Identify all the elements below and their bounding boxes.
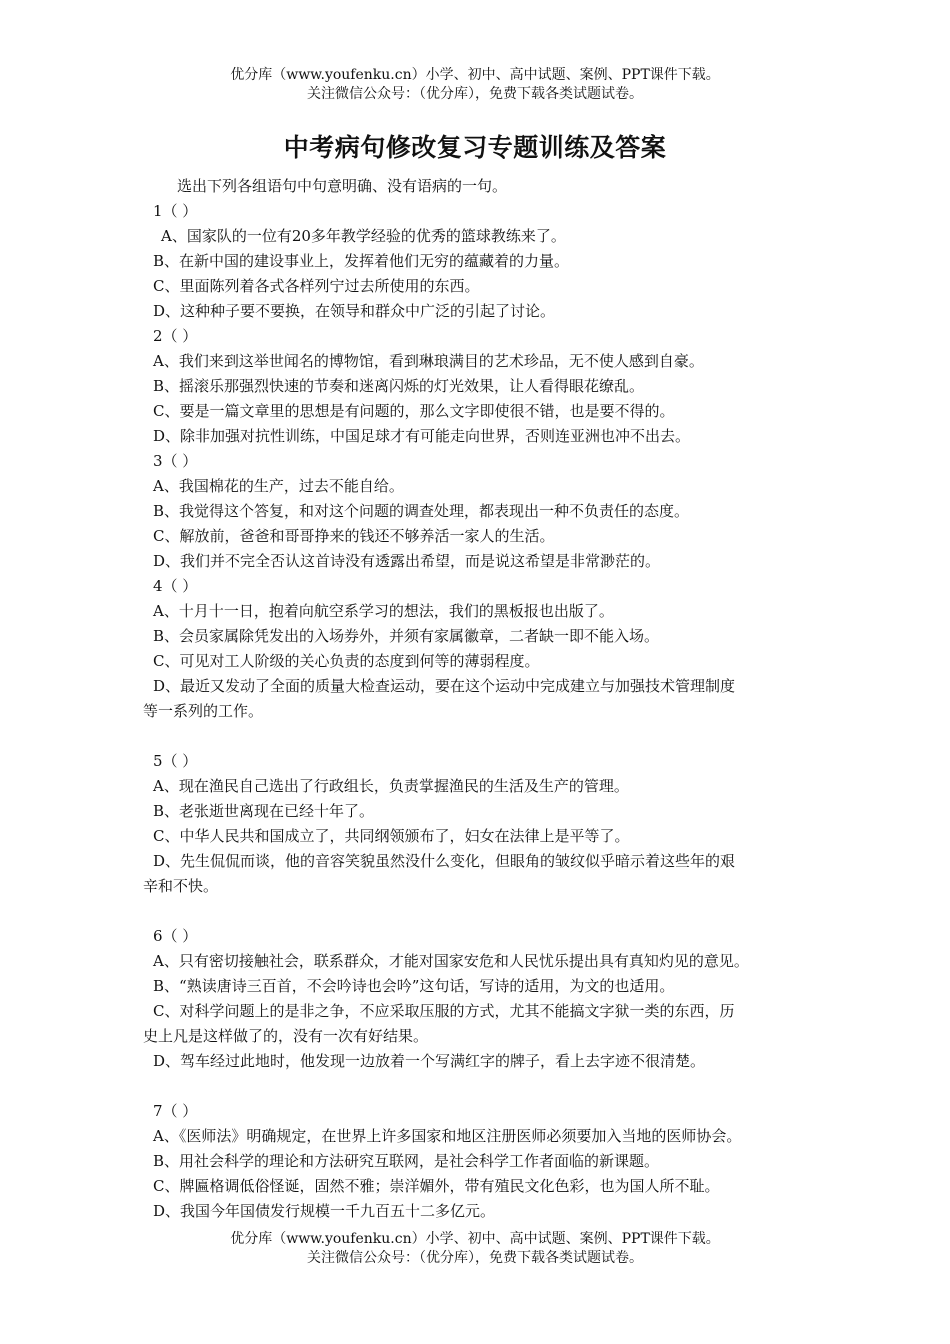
question-number: 5（ ） bbox=[153, 752, 198, 770]
option-c: C、要是一篇文章里的思想是有问题的，那么文字即使很不错，也是要不得的。 bbox=[153, 402, 675, 420]
spacer bbox=[143, 899, 823, 924]
instructions: 选出下列各组语句中句意明确、没有语病的一句。 bbox=[177, 177, 508, 195]
footer-line-1: 优分库（www.youfenku.cn）小学、初中、高中试题、案例、PPT课件下载。 bbox=[230, 1231, 720, 1247]
option-b: B、老张逝世离现在已经十年了。 bbox=[153, 802, 375, 820]
question-number: 6（ ） bbox=[153, 927, 198, 945]
header-line-1: 优分库（www.youfenku.cn）小学、初中、高中试题、案例、PPT课件下载。 bbox=[230, 67, 720, 83]
option-b: B、“熟读唐诗三百首，不会吟诗也会吟”这句话，写诗的适用，为文的也适用。 bbox=[153, 977, 675, 995]
option-b: B、会员家属除凭发出的入场券外，并须有家属徽章，二者缺一即不能入场。 bbox=[153, 627, 660, 645]
option-a: A、《医师法》明确规定，在世界上许多国家和地区注册医师必须要加入当地的医师协会。 bbox=[153, 1127, 742, 1145]
option-d: D、这种种子要不要换，在领导和群众中广泛的引起了讨论。 bbox=[153, 302, 556, 320]
question-2 bbox=[143, 324, 823, 449]
option-c: C、里面陈列着各式各样列宁过去所使用的东西。 bbox=[153, 277, 480, 295]
option-c-continuation: 史上凡是这样做了的，没有一次有好结果。 bbox=[143, 1027, 429, 1045]
question-4 bbox=[143, 574, 823, 724]
question-number: 1（ ） bbox=[153, 202, 198, 220]
option-d-continuation: 等一系列的工作。 bbox=[143, 702, 264, 720]
spacer bbox=[143, 1074, 823, 1099]
option-d: D、我国今年国债发行规模一千九百五十二多亿元。 bbox=[153, 1202, 496, 1220]
question-3 bbox=[143, 449, 823, 574]
option-d: D、最近又发动了全面的质量大检查运动，要在这个运动中完成建立与加强技术管理制度 bbox=[153, 677, 736, 695]
document-title: 中考病句修改复习专题训练及答案 bbox=[283, 133, 667, 162]
option-a: A、国家队的一位有20多年教学经验的优秀的篮球教练来了。 bbox=[161, 227, 566, 245]
option-b: B、用社会科学的理论和方法研究互联网，是社会科学工作者面临的新课题。 bbox=[153, 1152, 660, 1170]
option-c: C、解放前，爸爸和哥哥挣来的钱还不够养活一家人的生活。 bbox=[153, 527, 555, 545]
option-c: C、中华人民共和国成立了，共同纲领颁布了，妇女在法律上是平等了。 bbox=[153, 827, 630, 845]
option-c: C、对科学问题上的是非之争，不应采取压服的方式，尤其不能搞文字狱一类的东西，历 bbox=[153, 1002, 735, 1020]
footer-line-2: 关注微信公众号：（优分库），免费下载各类试题试卷。 bbox=[307, 1250, 643, 1266]
option-d-continuation: 辛和不快。 bbox=[143, 877, 219, 895]
question-number: 7（ ） bbox=[153, 1102, 198, 1120]
option-a: A、我们来到这举世闻名的博物馆，看到琳琅满目的艺术珍品，无不使人感到自豪。 bbox=[153, 352, 704, 370]
document-body bbox=[143, 174, 823, 1224]
option-d: D、先生侃侃而谈，他的音容笑貌虽然没什么变化，但眼角的皱纹似乎暗示着这些年的艰 bbox=[153, 852, 736, 870]
option-b: B、我觉得这个答复，和对这个问题的调查处理，都表现出一种不负责任的态度。 bbox=[153, 502, 690, 520]
option-b: B、在新中国的建设事业上，发挥着他们无穷的蕴藏着的力量。 bbox=[153, 252, 570, 270]
option-d: D、除非加强对抗性训练，中国足球才有可能走向世界，否则连亚洲也冲不出去。 bbox=[153, 427, 691, 445]
header-line-2: 关注微信公众号：（优分库），免费下载各类试题试卷。 bbox=[307, 86, 643, 102]
question-5 bbox=[143, 749, 823, 899]
option-a: A、现在渔民自己选出了行政组长，负责掌握渔民的生活及生产的管理。 bbox=[153, 777, 629, 795]
option-c: C、可见对工人阶级的关心负责的态度到何等的薄弱程度。 bbox=[153, 652, 540, 670]
option-d: D、驾车经过此地时，他发现一边放着一个写满红字的牌子，看上去字迹不很清楚。 bbox=[153, 1052, 706, 1070]
question-7 bbox=[143, 1099, 823, 1224]
question-number: 4（ ） bbox=[153, 577, 198, 595]
question-1 bbox=[143, 199, 823, 324]
spacer bbox=[143, 724, 823, 749]
option-a: A、十月十一日，抱着向航空系学习的想法，我们的黑板报也出版了。 bbox=[153, 602, 614, 620]
question-number: 2（ ） bbox=[153, 327, 198, 345]
option-a: A、我国棉花的生产，过去不能自给。 bbox=[153, 477, 404, 495]
option-c: C、牌匾格调低俗怪诞，固然不雅；崇洋媚外，带有殖民文化色彩，也为国人所不耻。 bbox=[153, 1177, 720, 1195]
page-header bbox=[0, 66, 950, 104]
option-b: B、摇滚乐那强烈快速的节奏和迷离闪烁的灯光效果，让人看得眼花缭乱。 bbox=[153, 377, 645, 395]
question-number: 3（ ） bbox=[153, 452, 198, 470]
page-footer bbox=[0, 1230, 950, 1268]
question-6 bbox=[143, 924, 823, 1074]
option-d: D、我们并不完全否认这首诗没有透露出希望，而是说这希望是非常渺茫的。 bbox=[153, 552, 661, 570]
option-a: A、只有密切接触社会，联系群众，才能对国家安危和人民忧乐提出具有真知灼见的意见。 bbox=[153, 952, 749, 970]
